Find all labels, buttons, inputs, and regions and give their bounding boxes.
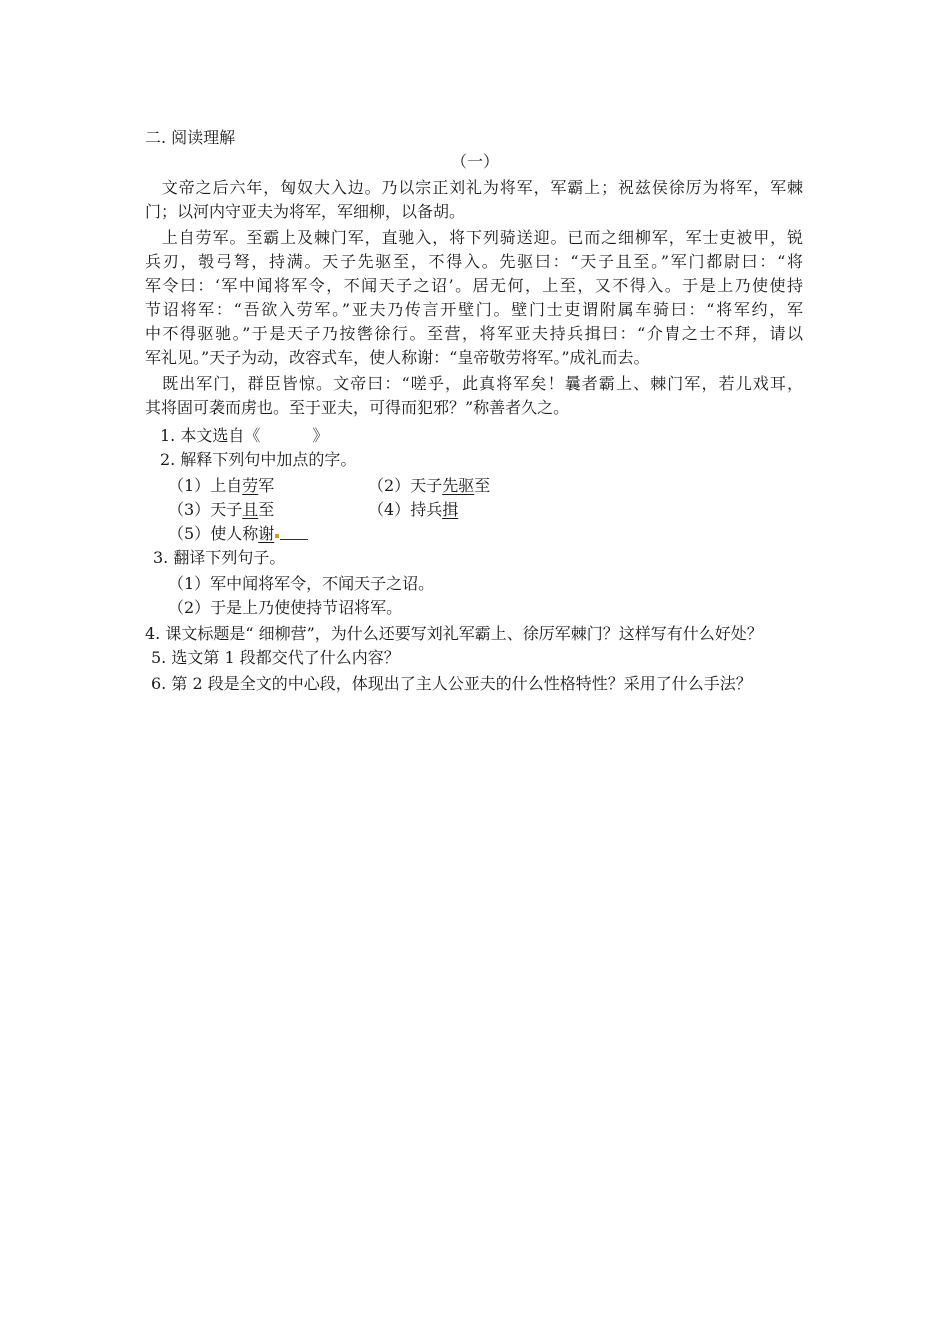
question-1-suffix: 》	[312, 426, 329, 445]
item-number: （3）	[168, 500, 211, 519]
item-text: 上自	[210, 476, 243, 495]
item-number: （2）	[368, 476, 411, 495]
section-title: 二. 阅读理解	[145, 128, 236, 147]
passage-line: 中不得驱驰。”于是天子乃按辔徐行。至营，将军亚夫持兵揖曰：“介胄之士不拜，请以	[145, 324, 803, 343]
passage-line: 文帝之后六年，匈奴大入边。乃以宗正刘礼为将军，军霸上；祝兹侯徐厉为将军，军棘	[145, 178, 803, 197]
passage-line: 军令曰：‘军中闻将军令，不闻天子之诏’。居无何，上至，又不得入。于是上乃使使持	[145, 276, 803, 295]
part-label: （一）	[450, 152, 499, 171]
item-text: 至	[258, 500, 275, 519]
item-text: 持兵	[410, 500, 443, 519]
question-1	[160, 424, 328, 448]
answer-blank[interactable]	[280, 523, 308, 540]
passage-line: 节诏将军：“吾欲入劳军。”亚夫乃传言开壁门。壁门士吏谓附属车骑曰：“将军约，军	[145, 300, 803, 319]
key-character: 先驱	[442, 476, 475, 495]
question-1-prefix: 1. 本文选自《	[160, 426, 261, 445]
passage-line: 门；以河内守亚夫为将军，军细柳，以备胡。	[145, 202, 466, 221]
passage-line: 兵刃，彀弓弩，持满。天子先驱至，不得入。先驱曰：“天子且至。”军门都尉曰：“将	[145, 252, 803, 271]
question-2-item	[368, 474, 490, 498]
question-2-item	[168, 498, 274, 522]
question-3-item: （1）军中闻将军令，不闻天子之诏。	[168, 574, 435, 593]
item-number: （4）	[368, 500, 411, 519]
passage-line: 既出军门，群臣皆惊。文帝曰：“嗟乎，此真将军矣！曩者霸上、棘门军，若儿戏耳，	[145, 374, 803, 393]
item-text: 天子	[210, 500, 243, 519]
question-3-title: 3. 翻译下列句子。	[153, 548, 286, 567]
passage-line: 军礼见。”天子为动，改容式车，使人称谢：“皇帝敬劳将军。”成礼而去。	[145, 348, 650, 367]
item-text: 天子	[410, 476, 443, 495]
question-2-item	[168, 522, 308, 546]
passage-line: 其将固可袭而虏也。至于亚夫，可得而犯邪？”称善者久之。	[145, 398, 570, 417]
item-number: （1）	[168, 476, 211, 495]
item-text: 至	[474, 476, 491, 495]
question-6: 6. 第 2 段是全文的中心段，体现出了主人公亚夫的什么性格特性？采用了什么手法？	[151, 674, 752, 693]
key-character: 劳	[242, 476, 259, 495]
passage-line: 上自劳军。至霸上及棘门军，直驰入，将下列骑送迎。已而之细柳军，军士吏被甲，锐	[145, 228, 803, 247]
question-4: 4. 课文标题是“ 细柳营”，为什么还要写刘礼军霸上、徐厉军棘门？这样写有什么好处？	[145, 624, 763, 643]
key-character: 谢	[258, 524, 275, 543]
key-character: 揖	[442, 500, 459, 519]
item-text: 军	[258, 476, 275, 495]
question-3-item: （2）于是上乃使使持节诏将军。	[168, 598, 403, 617]
key-character: 且	[242, 500, 259, 519]
cursor-marker	[275, 534, 279, 538]
question-5: 5. 选文第 1 段都交代了什么内容？	[151, 648, 400, 667]
item-number: （5）	[168, 524, 211, 543]
question-2-title: 2. 解释下列句中加点的字。	[160, 450, 357, 469]
question-2-item	[368, 498, 458, 522]
item-text: 使人称	[210, 524, 259, 543]
question-2-item	[168, 474, 274, 498]
